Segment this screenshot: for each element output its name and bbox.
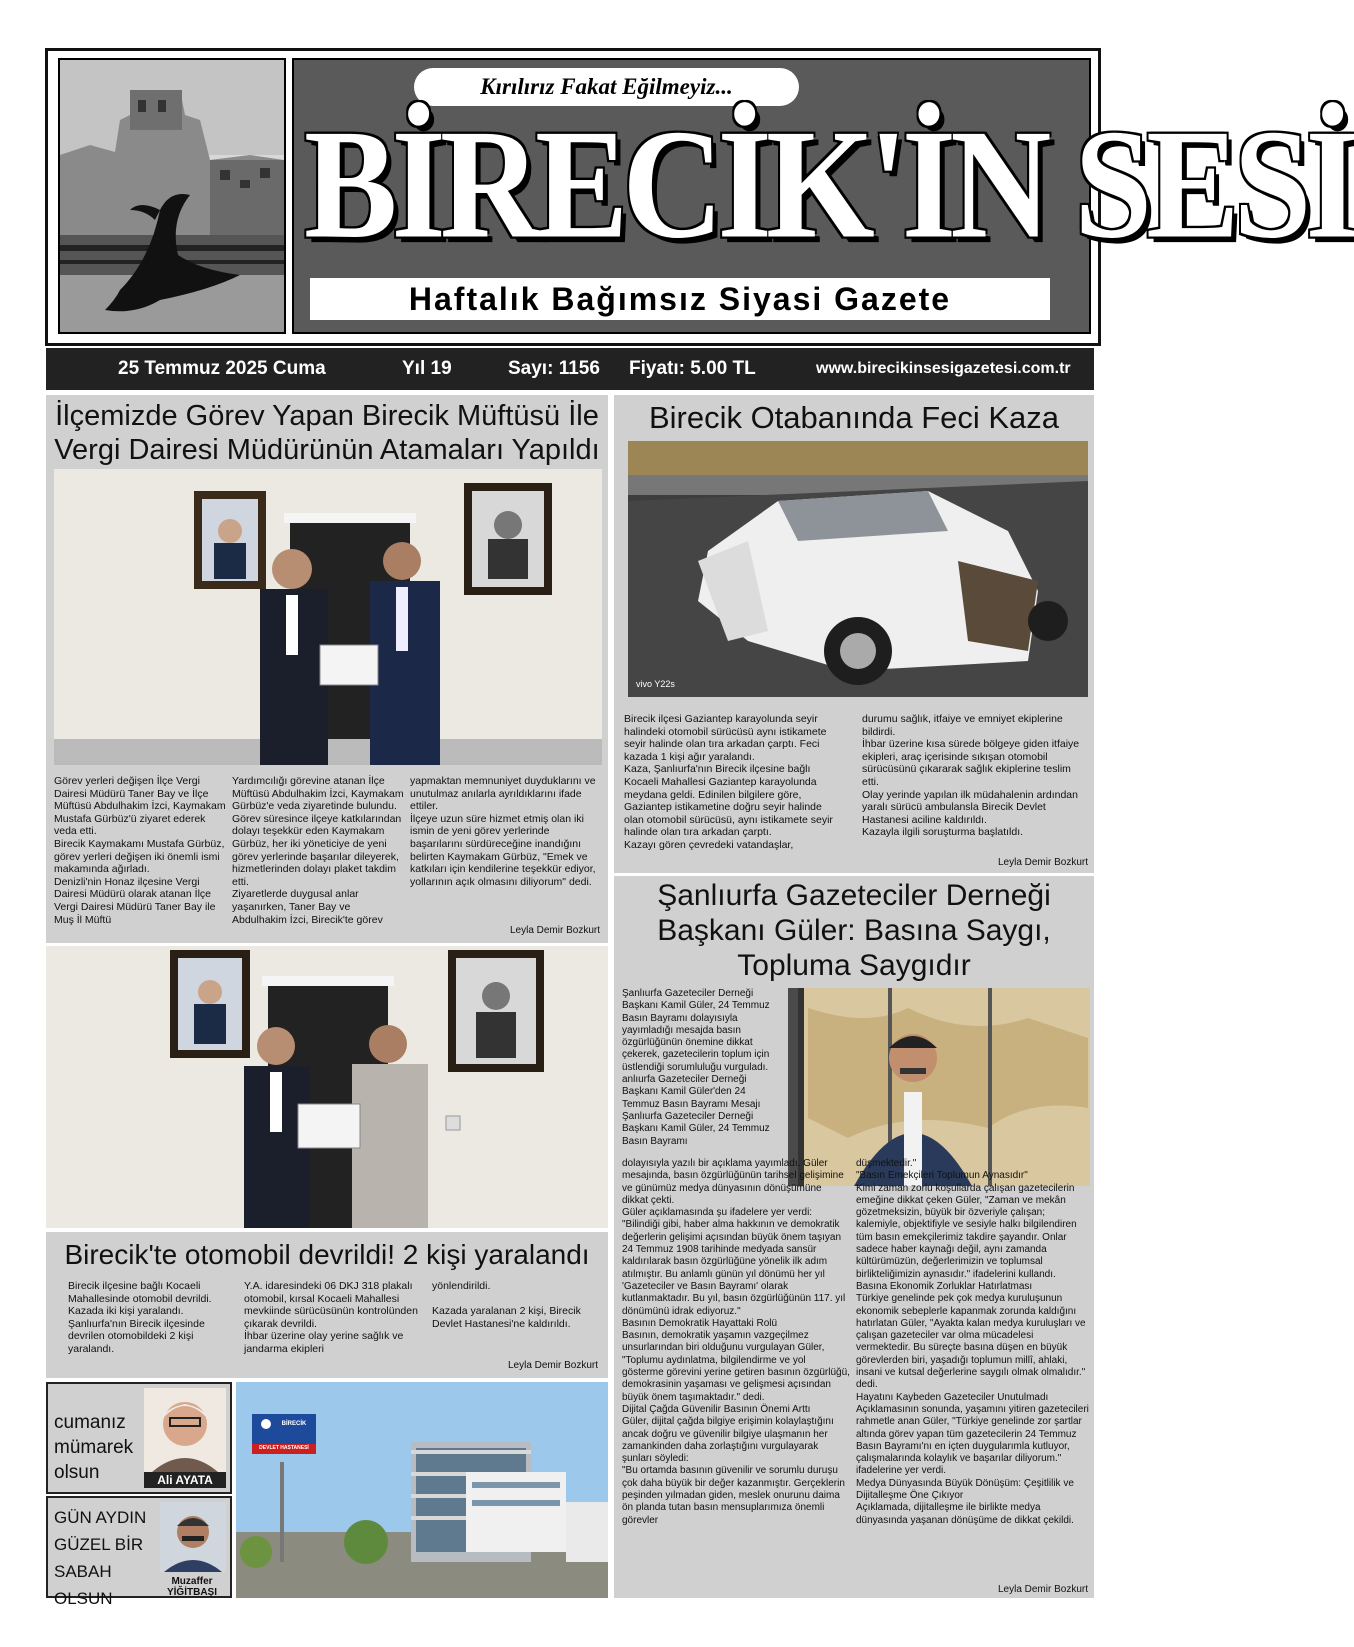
- columnist-avatar: [160, 1502, 226, 1572]
- article-author: Leyla Demir Bozkurt: [507, 1360, 598, 1371]
- masthead-photo: [58, 58, 286, 334]
- article-photo-second: [46, 946, 608, 1228]
- article-column-1: Birecik ilçesine bağlı Kocaeli Mahallesinde otomobil devrildi. Kazada iki kişi yaralandı. Şanlıurfa'nın Birecik ilçesinde devrilen otomobildeki 2 kişi yaralandı.: [68, 1280, 212, 1355]
- columnist-name: Ali AYATA: [144, 1472, 226, 1488]
- article-car-overturned: [46, 1232, 608, 1378]
- article-photo: [788, 988, 1090, 1186]
- article-intro: Şanlıurfa Gazeteciler Derneği Başkanı Kamil Güler, 24 Temmuz Basın Bayramı dolayısıyla yayımladığı mesajda basın özgürlüğünün önemine dikkat çekerek, gazetecilerin toplum için üstlendiği sorumluluğu vurguladı. anlıurfa Gazeteciler Derneği Başkanı Kamil Güler'den 24 Temmuz Basın Bayramı Mesajı Şanlıurfa Gazeteciler Derneği Başkanı Kamil Güler, 24 Temmuz Basın Bayramı: [622, 988, 770, 1147]
- article-author: Leyla Demir Bozkurt: [509, 925, 600, 936]
- article-headline: Şanlıurfa Gazeteciler Derneği Başkanı Güler: Basına Saygı, Topluma Saygıdır: [657, 879, 1051, 982]
- masthead-subtitle: Haftalık Bağımsız Siyasi Gazete: [310, 278, 1050, 320]
- columnist-ali-ayata: [46, 1382, 232, 1494]
- masthead-slogan: Kırılırız Fakat Eğilmeyiz...: [414, 68, 799, 106]
- columnist-message: cumanız mümarek olsun: [54, 1412, 134, 1483]
- article-headline: İlçemizde Görev Yapan Birecik Müftüsü İle Vergi Dairesi Müdürünün Atamaları Yapıldı: [54, 400, 600, 466]
- issue-year: Yıl 19: [402, 358, 452, 379]
- issue-date: 25 Temmuz 2025 Cuma: [118, 358, 326, 379]
- article-column-1: Birecik ilçesi Gaziantep karayolunda seyir halindeki otomobil sürücüsü aynı istikamete seyir halinde olan tıra arkadan çarptı. Feci kazada 1 kişi ağır yaralandı. Kaza, Şanlıurfa'nın Birecik ilçesine bağlı Kocaeli Mahallesi Gaziantep karayolunda meydana geldi. Edinilen bilgilere göre, Gaziantep istikametine doğru seyir halinde olan otomobil sürücüsü, aynı istikamete seyir halinde olan tıra arkadan çarptı. Kazayı gören çevredeki vatandaşlar,: [624, 713, 833, 851]
- newspaper-name: BİRECİK'İN SESİ: [304, 97, 1354, 272]
- article-highway-crash: [614, 395, 1094, 873]
- article-column-3: yapmaktan memnuniyet duyduklarını ve unutulmaz anılarla ayrıldıklarını ifade ettiler. İlçeye uzun süre hizmet etmiş olan iki ismin de yeni görev yerlerinde başarılarını sürdüreceğine inandığını belirten Kaymakam Gürbüz, "Emek ve katkıları için kendilerine teşekkür ediyor, yollarının açık olmasını diliyorum" dedi.: [410, 775, 596, 888]
- issue-number: Sayı: 1156: [508, 358, 600, 379]
- columnist-muzaffer-yigitbasi: [46, 1496, 232, 1608]
- website-link[interactable]: www.birecikinsesigazetesi.com.tr: [816, 360, 1071, 377]
- article-mufti-appointment: [46, 395, 608, 943]
- birecik-castle-illustration: [60, 60, 284, 332]
- article-photo: [628, 441, 1088, 697]
- article-journalists-association: [614, 876, 1094, 1598]
- columnist-message: GÜN AYDIN GÜZEL BİR SABAH OLSUN: [54, 1508, 147, 1608]
- article-photo: [54, 469, 602, 765]
- masthead-title-box: [292, 58, 1354, 334]
- issue-price: Fiyatı: 5.00 TL: [629, 358, 756, 379]
- article-column-1: Görev yerleri değişen İlçe Vergi Dairesi Müdürü Taner Bay ve İlçe Müftüsü Abdulhakim İzci, Kaymakam Mustafa Gürbüz'ü ziyaret ederek veda etti. Birecik Kaymakamı Mustafa Gürbüz, görev yerleri değişen iki önemli ismi makamında ağırladı. Denizli'nin Honaz ilçesine Vergi Dairesi Müdürü olarak atanan İlçe Vergi Dairesi Müdürü Taner Bay ile Muş İl Müftü: [54, 775, 226, 926]
- article-column-2: Yardımcılığı görevine atanan İlçe Müftüsü Abdulhakim İzci, Kaymakam Gürbüz'e veda ziyaretinde bulundu. Görev süresince ilçeye katkılarından dolayı teşekkür eden Kaymakam Gürbüz, her iki yöneticiye de yeni görev yerlerinde başarılar dileyerek, hizmetlerinden dolayı plaket takdim etti. Ziyaretlerde duygusal anlar yaşanırken, Taner Bay ve Abdulhakim İzci, Birecik'te görev: [232, 775, 404, 926]
- article-column-3: yönlendirildi. Kazada yaralanan 2 kişi, Birecik Devlet Hastanesi'ne kaldırıldı.: [432, 1280, 581, 1330]
- issue-info-bar: [46, 348, 1094, 390]
- columnist-avatar: [144, 1388, 226, 1472]
- article-column-2: durumu sağlık, itfaiye ve emniyet ekiplerine bildirdi. İhbar üzerine kısa sürede bölgeye giden itfaiye ekipleri, araç içerisinde sıkışan otomobil sürücüsünü çıkararak sağlık ekiplerine teslim etti. Olay yerinde yapılan ilk müdahalenin ardından yaralı sürücü ambulansla Birecik Devlet Hastanesi aciline kaldırıldı. Kazayla ilgili soruşturma başlatıldı.: [862, 713, 1080, 839]
- photo-caption: vivo Y22s: [636, 679, 675, 689]
- article-column-1: dolayısıyla yazılı bir açıklama yayımladı. Güler mesajında, basın özgürlüğünün tarihsel gelişimine ve günümüz medya dünyasının dönüşümüne dikkat çekti. Güler açıklamasında şu ifadelere yer verdi: "Bilindiği gibi, haber alma hakkının ve demokratik değerlerin gelişimi açısından büyük önem taşıyan 24 Temmuz 1908 tarihinde medyada sansür kaldırılarak basın özgürlüğüne yönelik ilk adım atılmıştır. Bu anlamlı günün yıl dönümü her yıl 'Gazeteciler ve Basın Bayramı' olarak kutlanmaktadır. Bu yıl, basın özgürlüğünün 117. yıl dönümünü idrak ediyoruz." Basının Demokratik Hayattaki Rolü Basının, demokratik yaşamın vazgeçilmez unsurlarından biri olduğunu vurgulayan Güler, "Toplumu aydınlatma, bilgilendirme ve yol gösterme görevini yerine getiren basının özgürlüğü, demokrasinin yaşaması ve gelişmesi açısından büyük önem taşımaktadır." dedi. Dijital Çağda Güvenilir Basının Önemi Arttı Güler, dijital çağda bilgiye erişimin kolaylaştığını ancak doğru ve güvenilir bilgiye ulaşmanın her zamankinden daha zorlaştığını vurgulayarak şunları söyledi: "Bu ortamda basının güvenilir ve sorumlu duruşu çok daha büyük bir değer kazanmıştır. Gerçeklerin peşinden yılmadan giden, meslek onurunu daima ön planda tutan basın mensuplarımıza önemli görevler: [622, 1158, 850, 1526]
- article-author: Leyla Demir Bozkurt: [997, 857, 1088, 868]
- article-headline: Birecik'te otomobil devrildi! 2 kişi yaralandı: [64, 1239, 590, 1270]
- hospital-sign-name: BİRECİK: [281, 1421, 307, 1427]
- hospital-sign-subtitle: DEVLET HASTANESİ: [259, 1445, 309, 1451]
- article-author: Leyla Demir Bozkurt: [997, 1584, 1088, 1595]
- article-column-2: düşmektedir." "Basın Emekçileri Toplumun Aynasıdır" Kimi zaman zorlu koşullarda çalışan gazetecilerin emeğine dikkat çeken Güler, "Zaman ve mekân gözetmeksizin, büyük bir özveriyle çalışan; kalemiyle, objektifiyle ve sesiyle halkı bilgilendiren tüm basın emekçilerimiz takdire şayandır. Onlar sadece haber kaynağı değil, aynı zamanda kültürümüzün, değerlerimizin ve toplumsal birlikteliğimizin aynasıdır." ifadelerini kullandı. Basına Ekonomik Zorluklar Hatırlatması Türkiye genelinde pek çok medya kuruluşunun ekonomik sebeplerle kapanmak zorunda kaldığını hatırlatan Güler, "Ayakta kalan medya kuruluşları ve çalışan gazeteciler var olma mücadelesi vermektedir. Bu süreçte basına düşen en büyük görevlerden biri, yaşadığı toplumun millî, ahlaki, insani ve kutsal değerlerine saygılı olmak olmalıdır." dedi. Hayatını Kaybeden Gazeteciler Unutulmadı Açıklamasının sonunda, yaşamını yitiren gazetecileri rahmetle anan Güler, "Türkiye genelinde zor şartlar altında görev yapan tüm gazetecilerin 24 Temmuz Basın Bayramı'nı en içten duygularımla kutluyor, çalışmalarında kolaylık ve başarılar diliyorum." ifadelerine yer verdi. Medya Dünyasında Büyük Dönüşüm: Çeşitlilik ve Dijitalleşme Öne Çıkıyor Açıklamada, dijitalleşme ile birlikte medya dünyasında yaşanan dönüşüme de dikkat çekildi.: [856, 1158, 1089, 1526]
- article-headline: Birecik Otabanında Feci Kaza: [648, 400, 1060, 435]
- columnist-name: Muzaffer YİĞİTBAŞI: [166, 1576, 217, 1598]
- article-column-2: Y.A. idaresindeki 06 DKJ 318 plakalı otomobil, kırsal Kocaeli Mahallesi mevkiinde sürücüsünün kontrolünden çıkarak devrildi. İhbar üzerine olay yerine sağlık ve jandarma ekipleri: [244, 1280, 418, 1355]
- hospital-photo: [236, 1382, 608, 1598]
